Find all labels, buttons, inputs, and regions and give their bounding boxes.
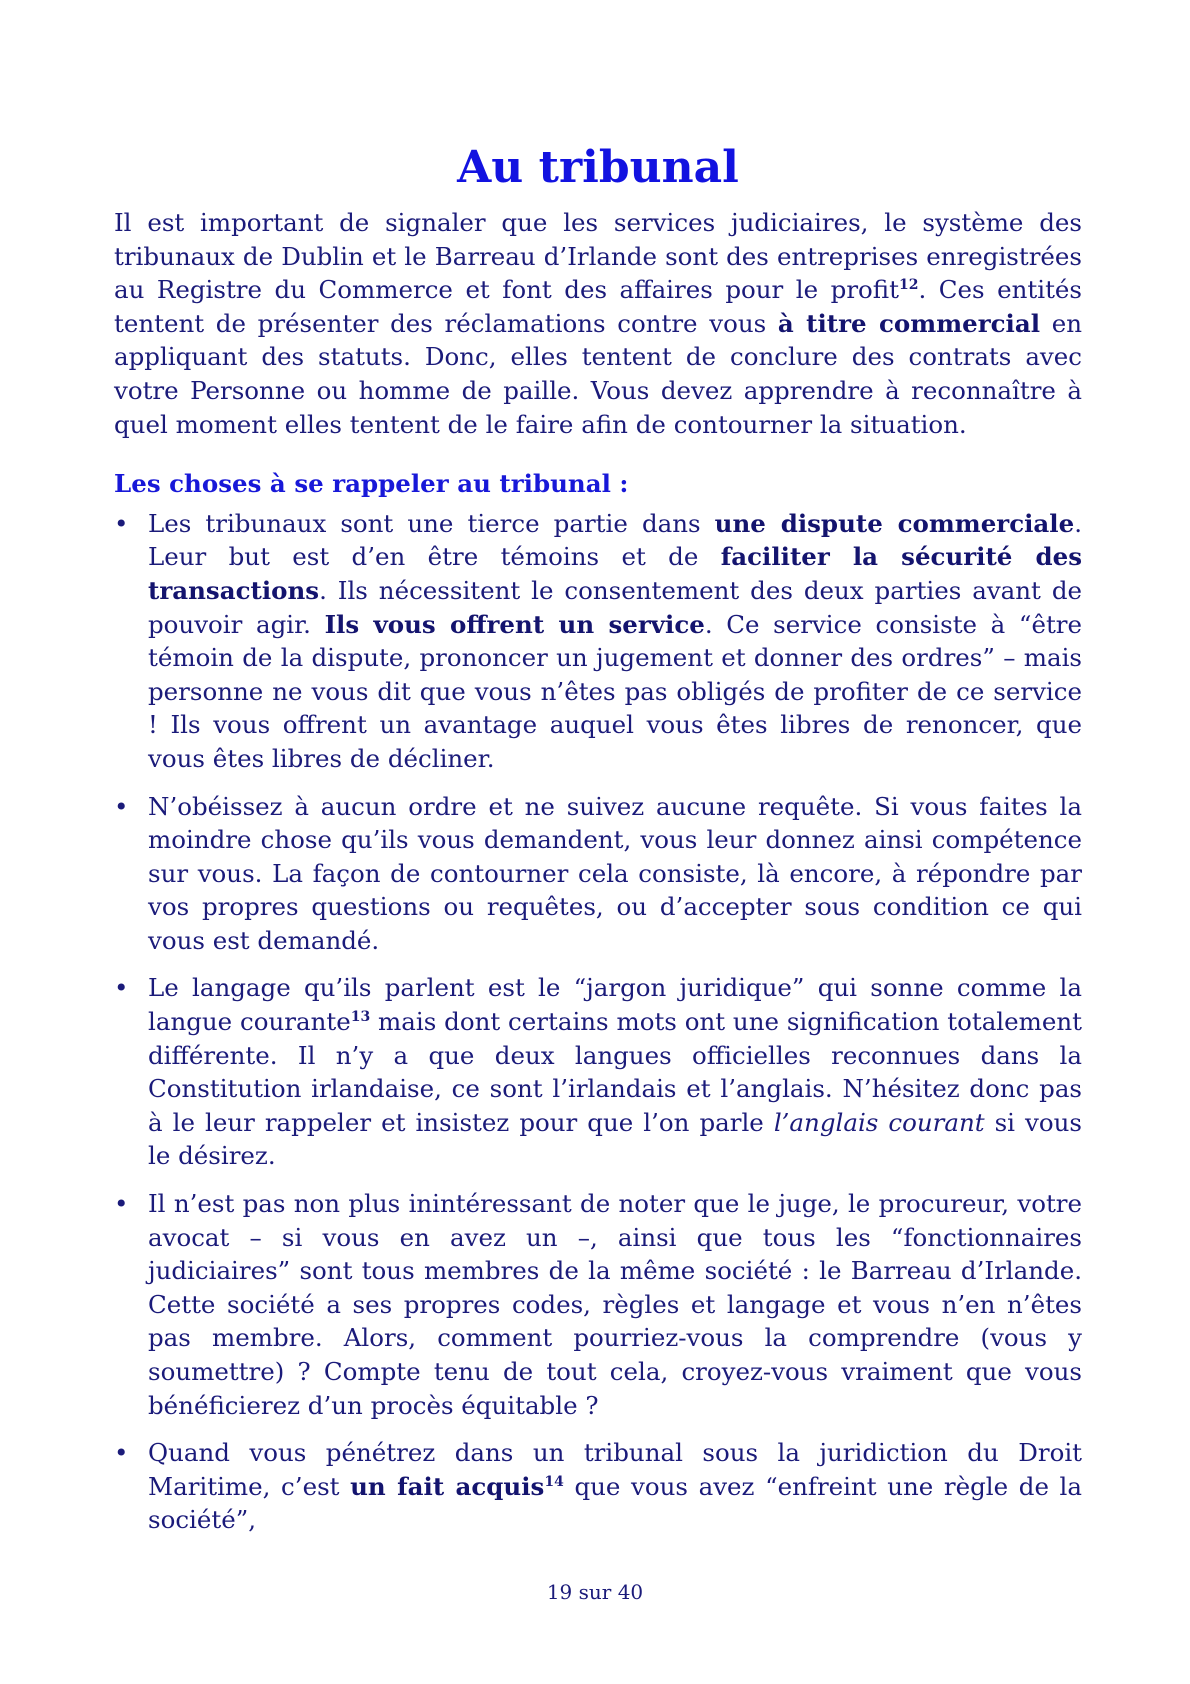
list-item [114, 971, 1082, 1173]
item-text: Le langage qu’ils parlent est le “jargon juridique” qui sonne comme la langue courante [148, 973, 1082, 1037]
item-bold: un fait acquis [350, 1471, 545, 1501]
item-text: Il n’est pas non plus inintéressant de noter que le juge, le procureur, votre avocat – si vous en avez un –, ainsi que tous les “fonctionnaires judiciaires” sont tous membres de la même société : le Barreau d’Irlande. Cette société a ses propres codes, règles et langage et vous n’en n’êtes pas membre. Alors, comment pourriez-vous la comprendre (vous y soumettre) ? Compte tenu de tout cela, croyez-vous vraiment que vous bénéficierez d’un procès équitable ? [148, 1189, 1082, 1420]
intro-text-2: . Ces entités tentent de présenter des réclamations contre vous [114, 275, 1082, 338]
item-text: mais dont certains mots ont une signification totalement différente. Il n’y a que deux langues officielles reconnues dans la Constitution irlandaise, ce sont l’irlandais et l’anglais. N’hésitez donc pas à le leur rappeler et insistez pour que l’on parle [148, 1007, 1083, 1137]
bullet-list [114, 507, 1082, 1537]
intro-paragraph [114, 206, 1082, 441]
intro-text-1: Il est important de signaler que les services judiciaires, le système des tribunaux de Dublin et le Barreau d’Irlande sont des entreprises enregistrées au Registre du Commerce et font des affaires pour le profit [114, 208, 1082, 305]
bullet-icon: • [114, 973, 129, 1003]
page-number: 19 sur 40 [546, 1580, 644, 1604]
item-text: . Ce service consiste à “être témoin de la dispute, prononcer un jugement et donner des ordres” – mais personne ne vous dit que vous n’êtes pas obligés de profiter de ce service ! Ils vous offrent un avantage auquel vous êtes libres de renoncer, que vous êtes libres de décliner. [148, 609, 1083, 773]
intro-text-3: en appliquant des statuts. Donc, elles tentent de conclure des contrats avec votre Personne ou homme de paille. Vous devez apprendre à reconnaître à quel moment elles tentent de le faire afin de contourner la situation. [114, 308, 1082, 439]
list-item [114, 790, 1082, 958]
item-bold: faciliter la sécurité des transactions [148, 542, 1082, 605]
item-text: si vous le désirez. [148, 1107, 1082, 1171]
footnote-ref-14[interactable]: 14 [544, 1473, 564, 1490]
list-item [114, 507, 1082, 776]
item-text: Les tribunaux sont une tierce partie dans [148, 508, 715, 538]
bullet-icon: • [114, 508, 129, 538]
bullet-icon: • [114, 1189, 129, 1219]
bullet-icon: • [114, 791, 129, 821]
page-title: Au tribunal [457, 142, 739, 193]
bullet-icon: • [114, 1438, 129, 1468]
footnote-ref-13[interactable]: 13 [350, 1008, 371, 1025]
document-page [114, 140, 1082, 1551]
item-bold: Ils vous offrent un service [324, 609, 705, 639]
footnote-ref-12[interactable]: 12 [898, 277, 919, 294]
item-text: que vous avez “enfreint une règle de la société”, [148, 1471, 1082, 1535]
item-italic: l’anglais courant [773, 1107, 985, 1137]
list-item [114, 1436, 1082, 1537]
item-text: . Leur but est d’en être témoins et de [148, 508, 1082, 572]
item-text: N’obéissez à aucun ordre et ne suivez aucune requête. Si vous faites la moindre chose qu’ils vous demandent, vous leur donnez ainsi compétence sur vous. La façon de contourner cela consiste, là encore, à répondre par vos propres questions ou requêtes, ou d’accepter sous condition ce qui vous est demandé. [148, 791, 1082, 955]
intro-bold-1: à titre commercial [777, 308, 1041, 338]
section-subheading: Les choses à se rappeler au tribunal : [114, 469, 629, 499]
list-item [114, 1187, 1082, 1422]
item-text: Quand vous pénétrez dans un tribunal sous la juridiction du Droit Maritime, c’est [148, 1438, 1082, 1501]
item-bold: une dispute commerciale [714, 508, 1075, 538]
item-text: . Ils nécessitent le consentement des deux parties avant de pouvoir agir. [148, 575, 1082, 639]
